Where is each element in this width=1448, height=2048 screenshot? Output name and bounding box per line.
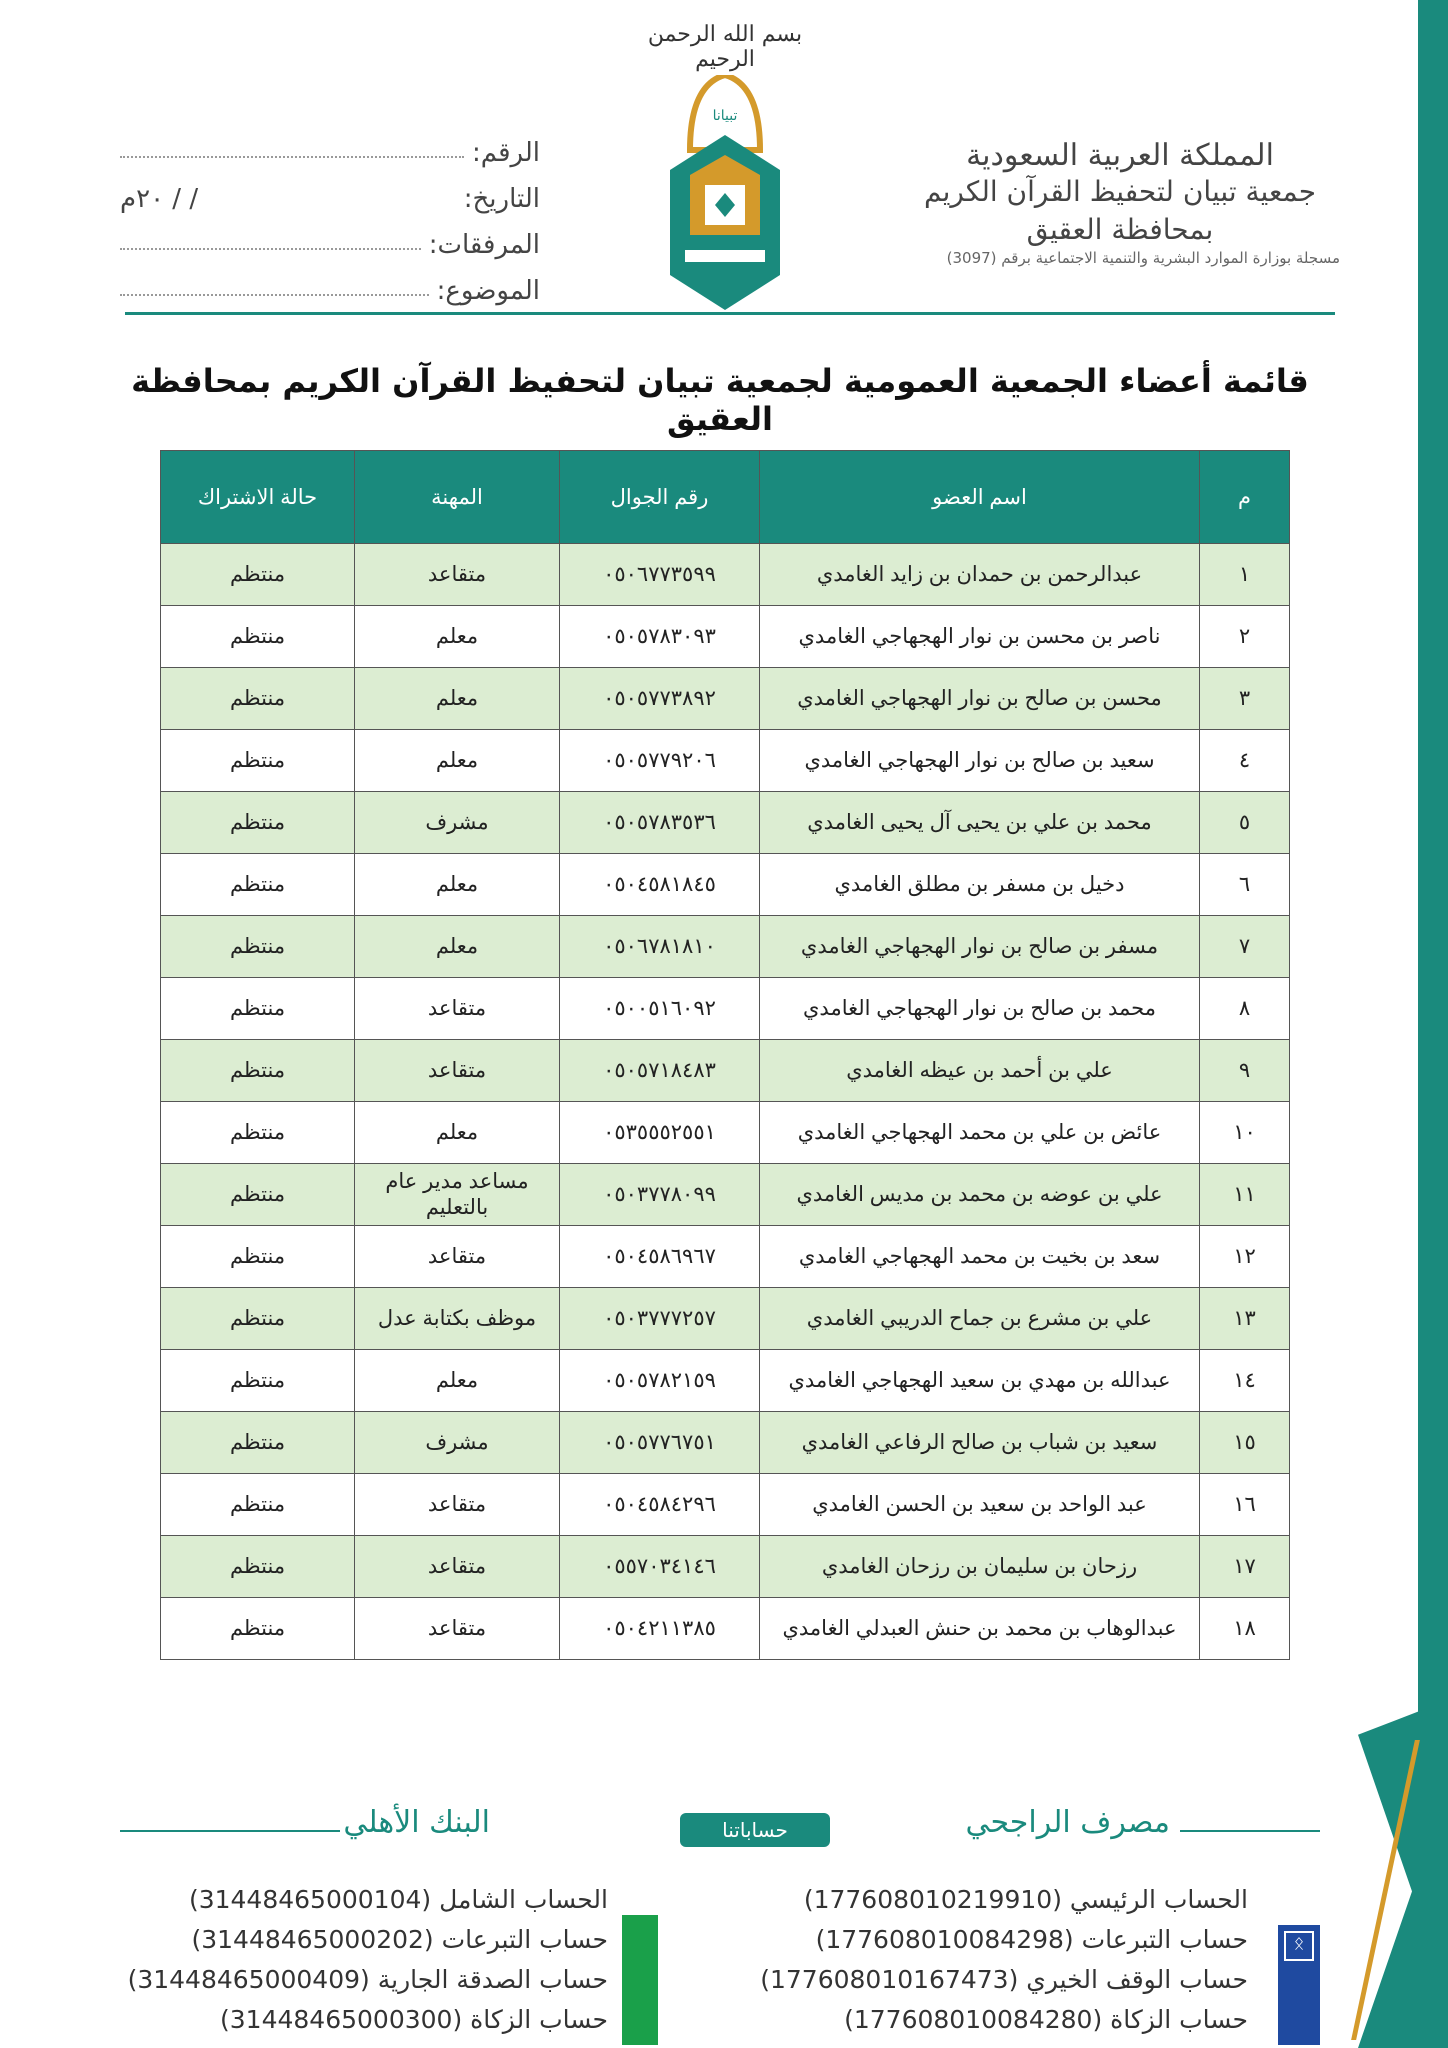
member-phone: ٠٥٠٣٧٧٧٢٥٧ [560, 1288, 760, 1350]
svg-text:تبيانا: تبيانا [712, 108, 738, 124]
member-index: ١٣ [1200, 1288, 1290, 1350]
member-index: ٥ [1200, 792, 1290, 854]
member-index: ٤ [1200, 730, 1290, 792]
table-row [161, 978, 1290, 1040]
member-profession: معلم [355, 668, 560, 730]
member-phone: ٠٥٠٣٧٧٨٠٩٩ [560, 1164, 760, 1226]
header-index: م [1200, 451, 1290, 544]
org-region: بمحافظة العقيق [1026, 213, 1214, 246]
table-row [161, 792, 1290, 854]
member-name: علي بن عوضه بن محمد بن مديس الغامدي [760, 1164, 1200, 1226]
ahli-bank-logo-icon [622, 1915, 658, 2045]
registration-number: مسجلة بوزارة الموارد البشرية والتنمية الاجتماعية برقم (3097) [946, 249, 1340, 267]
member-status: منتظم [161, 1598, 355, 1660]
member-name: عبد الواحد بن سعيد بن الحسن الغامدي [760, 1474, 1200, 1536]
accounts-label: حساباتنا [680, 1813, 830, 1847]
organization-logo [650, 75, 800, 310]
member-phone: ٠٥٠٤٥٨٦٩٦٧ [560, 1226, 760, 1288]
member-status: منتظم [161, 730, 355, 792]
member-profession: متقاعد [355, 1536, 560, 1598]
member-profession: متقاعد [355, 544, 560, 606]
table-row [161, 1536, 1290, 1598]
member-status: منتظم [161, 1288, 355, 1350]
member-index: ٣ [1200, 668, 1290, 730]
dotted-line [120, 222, 421, 250]
ahli-accounts [128, 1880, 608, 2040]
member-phone: ٠٥٠٥٧٧٦٧٥١ [560, 1412, 760, 1474]
table-row [161, 544, 1290, 606]
member-index: ٧ [1200, 916, 1290, 978]
ref-date-label: التاريخ: [463, 184, 540, 214]
header-name: اسم العضو [760, 451, 1200, 544]
member-status: منتظم [161, 1040, 355, 1102]
member-profession: متقاعد [355, 1040, 560, 1102]
table-row [161, 1598, 1290, 1660]
member-profession: معلم [355, 854, 560, 916]
member-profession: متقاعد [355, 1226, 560, 1288]
account-line: الحساب الرئيسي (177608010219910) [803, 1885, 1248, 1914]
member-phone: ٠٥٠٥٧٨٣٥٣٦ [560, 792, 760, 854]
member-index: ١٦ [1200, 1474, 1290, 1536]
rajhi-accounts [760, 1880, 1248, 2040]
table-row [161, 1412, 1290, 1474]
account-line: حساب الزكاة (31448465000300) [220, 2005, 608, 2034]
divider [1180, 1830, 1320, 1832]
table-header-row [161, 451, 1290, 544]
member-status: منتظم [161, 668, 355, 730]
account-line: الحساب الشامل (31448465000104) [188, 1885, 608, 1914]
table-row [161, 1350, 1290, 1412]
member-status: منتظم [161, 1226, 355, 1288]
member-profession: متقاعد [355, 1598, 560, 1660]
account-line: حساب الزكاة (177608010084280) [844, 2005, 1248, 2034]
member-name: علي بن مشرع بن جماح الدريبي الغامدي [760, 1288, 1200, 1350]
member-name: محمد بن صالح بن نوار الهجهاجي الغامدي [760, 978, 1200, 1040]
member-profession: متقاعد [355, 978, 560, 1040]
kingdom-name: المملكة العربية السعودية [966, 138, 1274, 173]
member-status: منتظم [161, 916, 355, 978]
dotted-line [120, 268, 429, 296]
table-row [161, 916, 1290, 978]
member-name: رزحان بن سليمان بن رزحان الغامدي [760, 1536, 1200, 1598]
member-name: عبدالوهاب بن محمد بن حنش العبدلي الغامدي [760, 1598, 1200, 1660]
member-phone: ٠٥٠٦٧٧٣٥٩٩ [560, 544, 760, 606]
header-phone: رقم الجوال [560, 451, 760, 544]
member-profession: مساعد مدير عام بالتعليم [355, 1164, 560, 1226]
member-name: ناصر بن محسن بن نوار الهجهاجي الغامدي [760, 606, 1200, 668]
member-status: منتظم [161, 544, 355, 606]
member-phone: ٠٥٠٥٧٧٩٢٠٦ [560, 730, 760, 792]
member-name: سعد بن بخيت بن محمد الهجهاجي الغامدي [760, 1226, 1200, 1288]
member-profession: معلم [355, 730, 560, 792]
member-index: ١١ [1200, 1164, 1290, 1226]
member-status: منتظم [161, 792, 355, 854]
member-name: محمد بن علي بن يحيى آل يحيى الغامدي [760, 792, 1200, 854]
header-divider [125, 312, 1335, 315]
member-phone: ٠٥٠٥٧٧٣٨٩٢ [560, 668, 760, 730]
member-name: محسن بن صالح بن نوار الهجهاجي الغامدي [760, 668, 1200, 730]
bank-accounts-header [120, 1805, 1320, 1855]
account-line: حساب التبرعات (31448465000202) [191, 1925, 608, 1954]
basmala: بسم الله الرحمن الرحيم [647, 22, 803, 72]
table-row [161, 606, 1290, 668]
member-status: منتظم [161, 606, 355, 668]
member-index: ١ [1200, 544, 1290, 606]
member-index: ٦ [1200, 854, 1290, 916]
member-profession: موظف بكتابة عدل [355, 1288, 560, 1350]
account-line: حساب الصدقة الجارية (31448465000409) [127, 1965, 608, 1994]
member-status: منتظم [161, 1164, 355, 1226]
member-status: منتظم [161, 854, 355, 916]
member-index: ٨ [1200, 978, 1290, 1040]
member-status: منتظم [161, 1412, 355, 1474]
member-status: منتظم [161, 1474, 355, 1536]
member-name: سعيد بن صالح بن نوار الهجهاجي الغامدي [760, 730, 1200, 792]
member-index: ٢ [1200, 606, 1290, 668]
member-profession: مشرف [355, 792, 560, 854]
member-status: منتظم [161, 1350, 355, 1412]
table-row [161, 1164, 1290, 1226]
member-status: منتظم [161, 1536, 355, 1598]
member-phone: ٠٥٠٤٥٨٤٢٩٦ [560, 1474, 760, 1536]
table-row [161, 854, 1290, 916]
member-profession: معلم [355, 1350, 560, 1412]
member-index: ١٠ [1200, 1102, 1290, 1164]
member-profession: معلم [355, 606, 560, 668]
member-phone: ٠٥٠٤٢١١٣٨٥ [560, 1598, 760, 1660]
reference-fields [120, 130, 540, 314]
member-phone: ٠٥٠٥٧٨٣٠٩٣ [560, 606, 760, 668]
member-index: ١٤ [1200, 1350, 1290, 1412]
header-profession: المهنة [355, 451, 560, 544]
member-index: ١٢ [1200, 1226, 1290, 1288]
member-name: سعيد بن شباب بن صالح الرفاعي الغامدي [760, 1412, 1200, 1474]
member-phone: ٠٥٠٥٧٨٢١٥٩ [560, 1350, 760, 1412]
org-name: جمعية تبيان لتحفيظ القرآن الكريم [923, 175, 1316, 208]
member-status: منتظم [161, 978, 355, 1040]
rajhi-bank-name: مصرف الراجحي [965, 1805, 1170, 1840]
member-phone: ٠٥٥٧٠٣٤١٤٦ [560, 1536, 760, 1598]
table-row [161, 1474, 1290, 1536]
member-profession: معلم [355, 916, 560, 978]
table-row [161, 730, 1290, 792]
member-index: ١٥ [1200, 1412, 1290, 1474]
member-name: عائض بن علي بن محمد الهجهاجي الغامدي [760, 1102, 1200, 1164]
member-phone: ٠٥٠٦٧٨١٨١٠ [560, 916, 760, 978]
alrajhi-logo-icon: ᛟ [1278, 1925, 1320, 2045]
members-table [160, 450, 1290, 1660]
member-phone: ٠٥٠٠٥١٦٠٩٢ [560, 978, 760, 1040]
table-row [161, 1226, 1290, 1288]
member-name: دخيل بن مسفر بن مطلق الغامدي [760, 854, 1200, 916]
member-name: عبدالرحمن بن حمدان بن زايد الغامدي [760, 544, 1200, 606]
member-phone: ٠٥٠٥٧١٨٤٨٣ [560, 1040, 760, 1102]
member-status: منتظم [161, 1102, 355, 1164]
member-profession: متقاعد [355, 1474, 560, 1536]
document-title: قائمة أعضاء الجمعية العمومية لجمعية تبيان لتحفيظ القرآن الكريم بمحافظة العقيق [131, 362, 1309, 438]
account-line: حساب الوقف الخيري (177608010167473) [760, 1965, 1248, 1994]
member-name: عبدالله بن مهدي بن سعيد الهجهاجي الغامدي [760, 1350, 1200, 1412]
member-name: علي بن أحمد بن عيظه الغامدي [760, 1040, 1200, 1102]
member-profession: مشرف [355, 1412, 560, 1474]
divider [120, 1830, 340, 1832]
member-index: ٩ [1200, 1040, 1290, 1102]
account-line: حساب التبرعات (177608010084298) [815, 1925, 1248, 1954]
ref-subject-label: الموضوع: [436, 276, 540, 306]
ahli-bank-name: البنك الأهلي [343, 1805, 490, 1840]
table-row [161, 1288, 1290, 1350]
member-name: مسفر بن صالح بن نوار الهجهاجي الغامدي [760, 916, 1200, 978]
table-row [161, 668, 1290, 730]
table-row [161, 1040, 1290, 1102]
member-phone: ٠٥٣٥٥٥٢٥٥١ [560, 1102, 760, 1164]
member-phone: ٠٥٠٤٥٨١٨٤٥ [560, 854, 760, 916]
table-row [161, 1102, 1290, 1164]
ref-attachments-label: المرفقات: [428, 230, 540, 260]
organization-block [900, 138, 1340, 267]
date-value: / / ٢٠م [120, 184, 199, 214]
member-index: ١٧ [1200, 1536, 1290, 1598]
dotted-line [120, 130, 464, 158]
ref-number-label: الرقم: [472, 138, 540, 168]
member-index: ١٨ [1200, 1598, 1290, 1660]
header-status: حالة الاشتراك [161, 451, 355, 544]
member-profession: معلم [355, 1102, 560, 1164]
